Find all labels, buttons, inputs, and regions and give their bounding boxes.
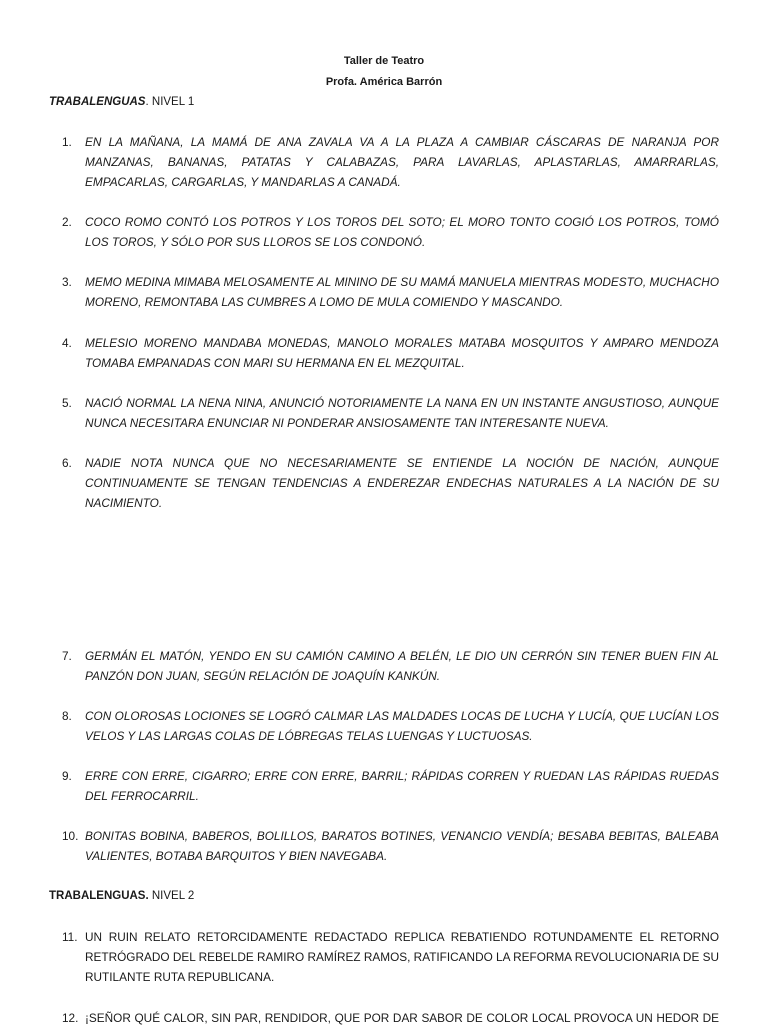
item-text: BONITAS BOBINA, BABEROS, BOLILLOS, BARATOS BOTINES, VENANCIO VENDÍA; BESABA BEBITAS, BALEABA VALIENTES, BOTABA BARQUITOS Y BIEN NAVEGABA. [85,829,719,864]
item-number: 11. [62,930,78,944]
list-item [62,272,719,312]
list-item [62,826,719,866]
item-number: 10. [62,829,79,843]
section-heading-level-1 [49,96,194,108]
section-label: TRABALENGUAS [49,96,146,108]
item-number: 4. [62,336,72,350]
list-item [62,393,719,433]
item-text: COCO ROMO CONTÓ LOS POTROS Y LOS TOROS DEL SOTO; EL MORO TONTO COGIÓ LOS POTROS, TOMÓ LOS TOROS, Y SÓLO POR SUS LLOROS SE LOS CONDONÓ. [85,215,719,250]
section-label: TRABALENGUAS. [49,890,149,902]
list-item [62,706,719,746]
list-item [62,453,719,514]
list-item [62,766,719,806]
section-level: NIVEL 1 [148,96,195,108]
item-text: ¡SEÑOR QUÉ CALOR, SIN PAR, RENDIDOR, QUE POR DAR SABOR DE COLOR LOCAL PROVOCA UN HEDOR DE [85,1011,719,1025]
item-text: ERRE CON ERRE, CIGARRO; ERRE CON ERRE, BARRIL; RÁPIDAS CORREN Y RUEDAN LAS RÁPIDAS RUEDAS DEL FERROCARRIL. [85,769,719,804]
item-text: UN RUIN RELATO RETORCIDAMENTE REDACTADO REPLICA REBATIENDO ROTUNDAMENTE EL RETORNO RETRÓGRADO DEL REBELDE RAMIRO RAMÍREZ RAMOS, RATIFICANDO LA REFORMA REVOLUCIONARIA DE SU RUTILANTE RUTA REPUBLICANA. [85,930,719,985]
teacher-name: Profa. América Barrón [325,76,443,88]
list-item [62,927,719,988]
item-number: 7. [62,649,72,663]
section-label-suffix: . [145,96,149,108]
item-text: CON OLOROSAS LOCIONES SE LOGRÓ CALMAR LAS MALDADES LOCAS DE LUCHA Y LUCÍA, QUE LUCÍAN LOS VELOS Y LAS LARGAS COLAS DE LÓBREGAS TELAS LUENGAS Y LUCTUOSAS. [85,709,719,744]
item-number: 3. [62,275,72,289]
item-number: 12. [62,1011,79,1025]
item-text: NACIÓ NORMAL LA NENA NINA, ANUNCIÓ NOTORIAMENTE LA NANA EN UN INSTANTE ANGUSTIOSO, AUNQUE NUNCA NECESITARA ENUNCIAR NI PONDERAR ANSIOSAMENTE TAN INTERESANTE NUEVA. [85,396,719,431]
list-item [62,1008,719,1028]
list-item [62,132,719,193]
item-number: 5. [62,396,72,410]
item-text: EN LA MAÑANA, LA MAMÁ DE ANA ZAVALA VA A LA PLAZA A CAMBIAR CÁSCARAS DE NARANJA POR MANZANAS, BANANAS, PATATAS Y CALABAZAS, PARA LAVARLAS, APLASTARLAS, AMARRARLAS, EMPACARLAS, CARGARLAS, Y MANDARLAS A CANADÁ. [85,135,719,190]
section-heading-level-2 [49,890,194,902]
item-number: 6. [62,456,72,470]
item-text: MEMO MEDINA MIMABA MELOSAMENTE AL MININO DE SU MAMÁ MANUELA MIENTRAS MODESTO, MUCHACHO MORENO, REMONTABA LAS CUMBRES A LOMO DE MULA COMIENDO Y MASCANDO. [85,275,719,310]
workshop-title: Taller de Teatro [343,55,425,67]
item-text: GERMÁN EL MATÓN, YENDO EN SU CAMIÓN CAMINO A BELÉN, LE DIO UN CERRÓN SIN TENER BUEN FIN AL PANZÓN DON JUAN, SEGÚN RELACIÓN DE JOAQUÍN KANKÚN. [85,649,719,684]
item-text: MELESIO MORENO MANDABA MONEDAS, MANOLO MORALES MATABA MOSQUITOS Y AMPARO MENDOZA TOMABA EMPANADAS CON MARI SU HERMANA EN EL MEZQUITAL. [85,336,719,371]
item-number: 1. [62,135,72,149]
item-number: 2. [62,215,72,229]
item-number: 8. [62,709,72,723]
list-item [62,333,719,373]
item-text: NADIE NOTA NUNCA QUE NO NECESARIAMENTE SE ENTIENDE LA NOCIÓN DE NACIÓN, AUNQUE CONTINUAMENTE SE TENGAN TENDENCIAS A ENDEREZAR ENDECHAS NATURALES A LA NACIÓN DE SU NACIMIENTO. [85,456,719,511]
list-item [62,212,719,252]
section-level: NIVEL 2 [148,890,195,902]
item-number: 9. [62,769,72,783]
list-item [62,646,719,686]
